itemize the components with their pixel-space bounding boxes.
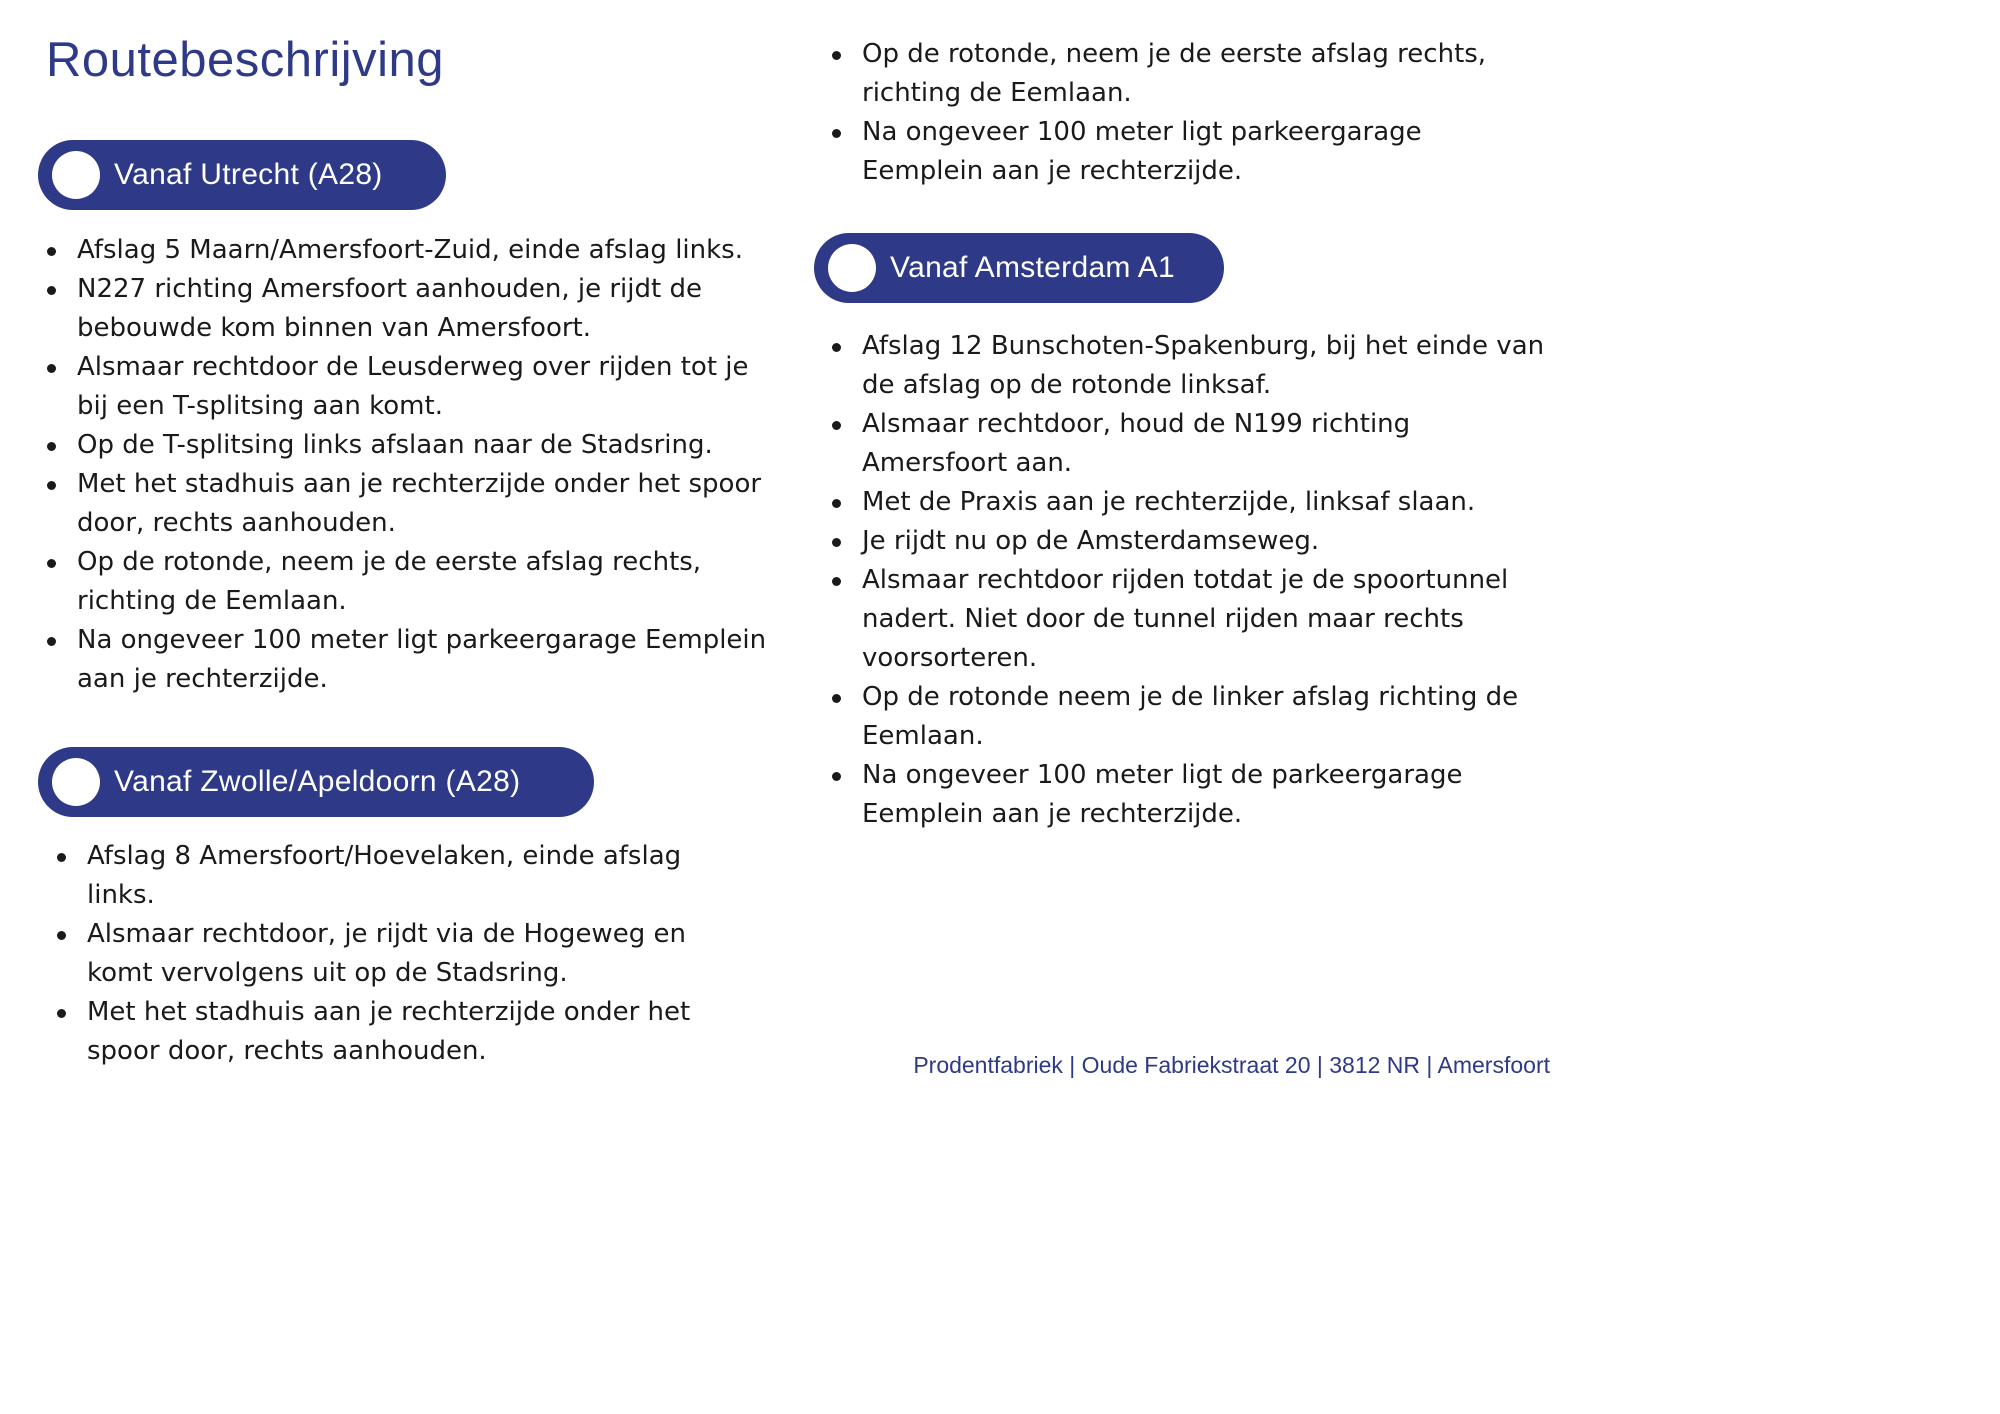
list-item: Afslag 5 Maarn/Amersfoort-Zuid, einde afslag links. (39, 231, 769, 270)
zwolle-steps-continued-list (824, 35, 1544, 191)
list-item: Na ongeveer 100 meter ligt de parkeergarage Eemplein aan je rechterzijde. (824, 756, 1548, 834)
circle-icon (52, 151, 100, 199)
list-item: Je rijdt nu op de Amsterdamseweg. (824, 522, 1548, 561)
list-item: Met de Praxis aan je rechterzijde, linksaf slaan. (824, 483, 1548, 522)
circle-icon (52, 758, 100, 806)
list-item: Alsmaar rechtdoor rijden totdat je de spoortunnel nadert. Niet door de tunnel rijden maar rechts voorsorteren. (824, 561, 1548, 678)
section-heading-label: Vanaf Amsterdam A1 (890, 251, 1175, 284)
zwolle-steps-list (49, 837, 739, 1071)
list-item: Alsmaar rechtdoor, houd de N199 richting Amersfoort aan. (824, 405, 1548, 483)
list-item: Op de T-splitsing links afslaan naar de Stadsring. (39, 426, 769, 465)
page-title: Routebeschrijving (46, 33, 444, 87)
list-item: Na ongeveer 100 meter ligt parkeergarage Eemplein aan je rechterzijde. (824, 113, 1544, 191)
footer-address: Prodentfabriek | Oude Fabriekstraat 20 | 3812 NR | Amersfoort (913, 1052, 1550, 1078)
circle-icon (828, 244, 876, 292)
section-heading-label: Vanaf Zwolle/Apeldoorn (A28) (114, 765, 521, 798)
list-item: Met het stadhuis aan je rechterzijde onder het spoor door, rechts aanhouden. (39, 465, 769, 543)
list-item: Alsmaar rechtdoor de Leusderweg over rijden tot je bij een T-splitsing aan komt. (39, 348, 769, 426)
list-item: Afslag 8 Amersfoort/Hoevelaken, einde afslag links. (49, 837, 739, 915)
section-heading-amsterdam (814, 233, 1224, 303)
list-item: Alsmaar rechtdoor, je rijdt via de Hogeweg en komt vervolgens uit op de Stadsring. (49, 915, 739, 993)
list-item: Na ongeveer 100 meter ligt parkeergarage Eemplein aan je rechterzijde. (39, 621, 769, 699)
amsterdam-steps-list (824, 327, 1548, 834)
section-heading-utrecht (38, 140, 446, 210)
section-heading-label: Vanaf Utrecht (A28) (114, 158, 383, 191)
list-item: Afslag 12 Bunschoten-Spakenburg, bij het einde van de afslag op de rotonde linksaf. (824, 327, 1548, 405)
list-item: Op de rotonde neem je de linker afslag richting de Eemlaan. (824, 678, 1548, 756)
utrecht-steps-list (39, 231, 769, 699)
list-item: Met het stadhuis aan je rechterzijde onder het spoor door, rechts aanhouden. (49, 993, 739, 1071)
section-heading-zwolle (38, 747, 594, 817)
list-item: N227 richting Amersfoort aanhouden, je rijdt de bebouwde kom binnen van Amersfoort. (39, 270, 769, 348)
list-item: Op de rotonde, neem je de eerste afslag rechts, richting de Eemlaan. (39, 543, 769, 621)
list-item: Op de rotonde, neem je de eerste afslag rechts, richting de Eemlaan. (824, 35, 1544, 113)
